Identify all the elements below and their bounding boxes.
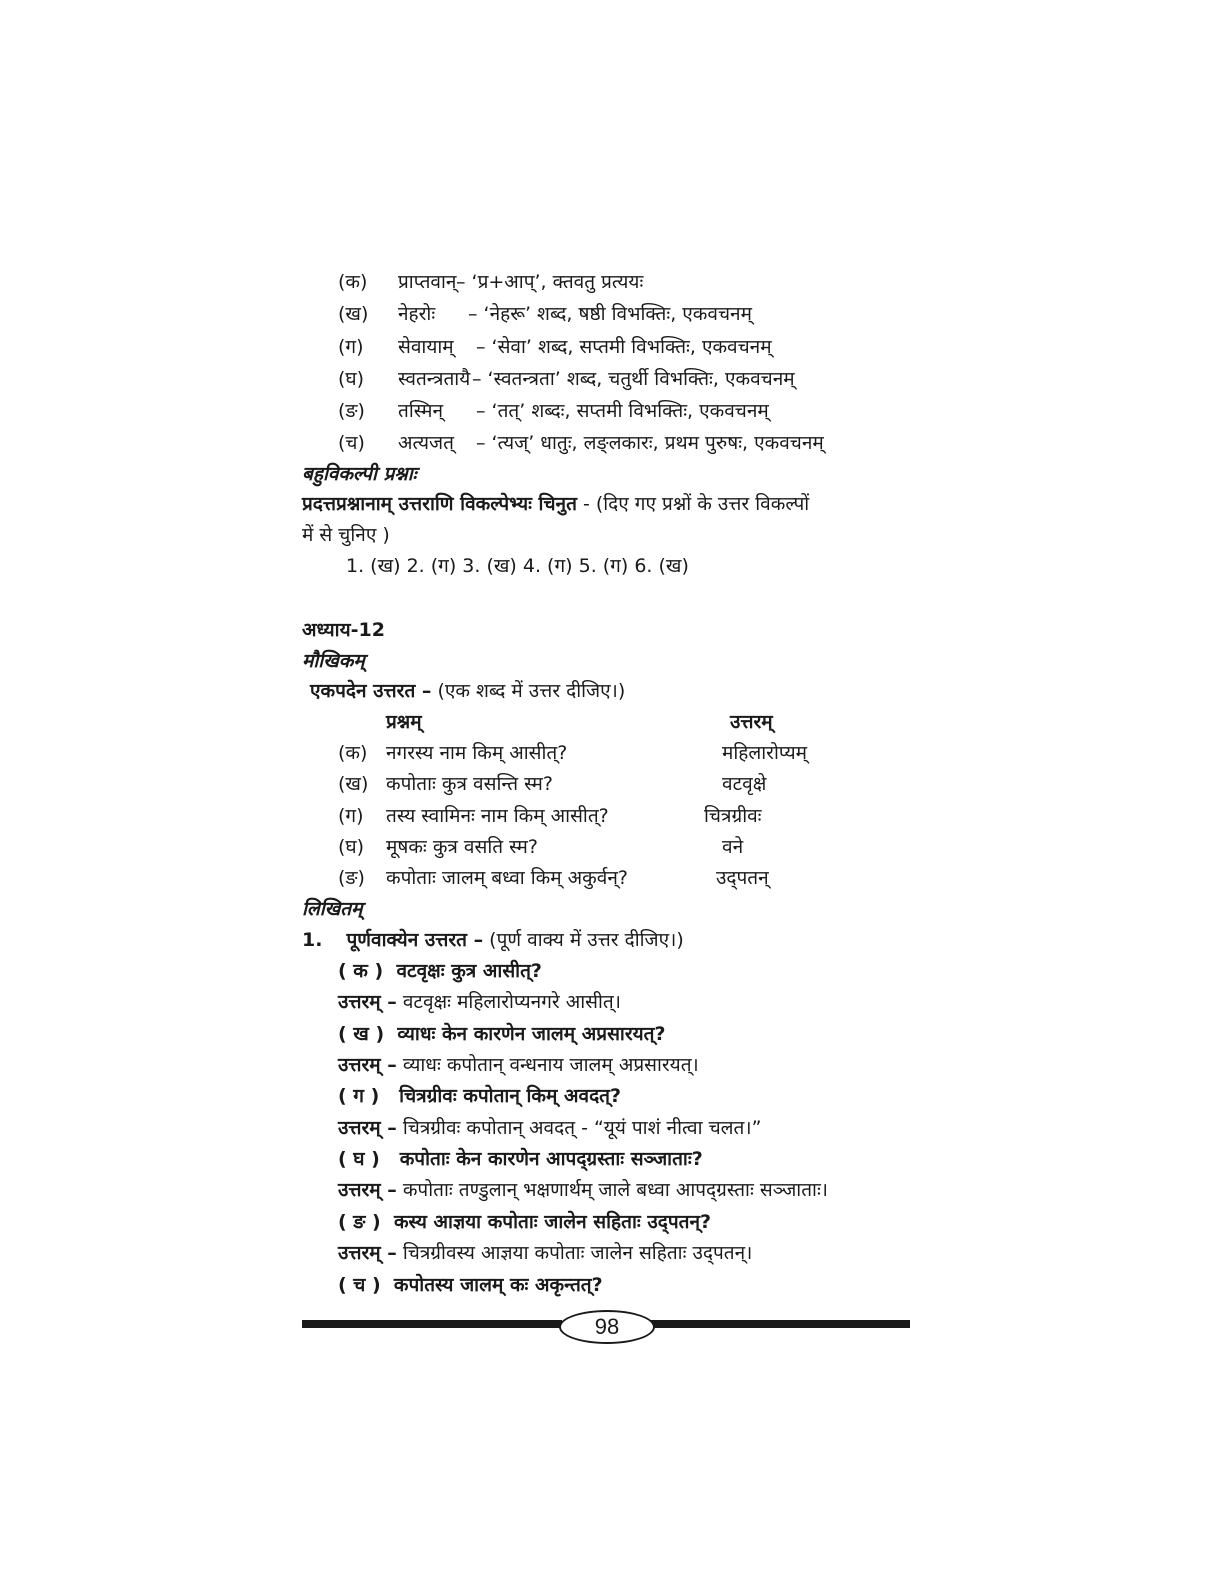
mcq-heading: बहुविकल्पी प्रश्नाः bbox=[302, 463, 417, 485]
written-question: ( ङ ) कस्य आज्ञया कपोताः जालेन सहिताः उद्पतन्? bbox=[338, 1211, 712, 1233]
footer-rule-right bbox=[648, 1320, 910, 1328]
chapter-title: अध्याय-12 bbox=[302, 619, 385, 641]
column-header-answer: उत्तरम् bbox=[730, 711, 773, 733]
written-question: ( क ) वटवृक्षः कुत्र आसीत्? bbox=[338, 960, 542, 982]
footer-rule-left bbox=[302, 1320, 562, 1328]
written-answer: उत्तरम् – चित्रग्रीवस्य आज्ञया कपोताः जालेन सहिताः उद्पतन्। bbox=[338, 1242, 753, 1264]
mcq-answers: 1. (ख) 2. (ग) 3. (ख) 4. (ग) 5. (ग) 6. (ख) bbox=[346, 555, 689, 577]
written-answer: उत्तरम् – कपोताः तण्डुलान् भक्षणार्थम् जाले बध्वा आपद्ग्रस्ताः सञ्जाताः। bbox=[338, 1179, 829, 1201]
written-heading: लिखितम् bbox=[302, 898, 363, 920]
written-answer: उत्तरम् – चित्रग्रीवः कपोतान् अवदत् - “यूयं पाशं नीत्वा चलत।” bbox=[338, 1117, 762, 1139]
column-header-question: प्रश्नम् bbox=[386, 711, 422, 733]
mcq-instruction: प्रदत्तप्रश्नानाम् उत्तराणि विकल्पेभ्यः चिनुत - (दिए गए प्रश्नों के उत्तर विकल्पों bbox=[302, 493, 810, 515]
written-answer: उत्तरम् – वटवृक्षः महिलारोप्यनगरे आसीत्। bbox=[338, 991, 621, 1013]
written-question: ( घ ) कपोताः केन कारणेन आपद्ग्रस्ताः सञ्जाताः? bbox=[338, 1148, 703, 1170]
written-question: ( ग ) चित्रग्रीवः कपोतान् किम् अवदत्? bbox=[338, 1085, 622, 1107]
written-question: ( ख ) व्याधः केन कारणेन जालम् अप्रसारयत्? bbox=[338, 1023, 666, 1045]
written-question-1: 1. पूर्णवाक्येन उत्तरत – (पूर्ण वाक्य में उत्तर दीजिए।) bbox=[302, 929, 684, 951]
mcq-instruction-line2: में से चुनिए ) bbox=[302, 524, 390, 546]
written-answer: उत्तरम् – व्याधः कपोतान् वन्धनाय जालम् अप्रसारयत्। bbox=[338, 1054, 699, 1076]
page-number: 98 bbox=[559, 1310, 655, 1344]
textbook-page: (क) प्राप्तवान् – ‘प्र+आप्’, क्तवतु प्रत्ययः (ख) नेहरोः – ‘नेहरू’ शब्द, षष्ठी विभक्तिः, एकवचनम् (ग) सेवायाम् – ‘सेवा’ शब्द, सप्तमी विभक्तिः, एकवचनम् (घ) स्वतन्त्रतायै – ‘स्वतन्त्रता’ शब्द, चतुर्थी विभक्तिः, एकवचनम् (ङ) तस्मिन् – ‘तत्’ शब्दः, सप्तमी विभक्तिः, एकवचनम् (च) अत्यजत् – ‘त्यज्’ धातुः, लङ्लकारः, प्रथम पुरुषः, एकवचनम् बहुविकल्पी प्रश्नाः प्रदत्तप्रश्नानाम् उत्तराणि विकल्पेभ्यः चिनुत - (दिए गए प्रश्नों के उत्तर विकल्पों में से चुनिए ) 1. (ख) 2. (ग) 3. (ख) 4. (ग) 5. (ग) 6. (ख) अध्याय-12 मौखिकम् एकपदेन उत्तरत – (एक शब्द में उत्तर दीजिए।) प्रश्नम् उत्तरम् (क) नगरस्य नाम किम् आसीत्? महिलारोप्यम् (ख) कपोताः कुत्र वसन्ति स्म? वटवृक्षे (ग) तस्य स्वामिनः नाम किम् आसीत्? चित्रग्रीवः (घ) मूषकः कुत्र वसति स्म? वने (ङ) कपोताः जालम् बध्वा किम् अकुर्वन्? उद्पतन् लिखितम् 1. पूर्णवाक्येन उत्तरत – (पूर्ण वाक्य में उत्तर दीजिए।) ( क ) वटवृक्षः कुत्र आसीत्? उत्तरम् – वटवृक्षः महिलारोप्यनगरे आसीत्। ( ख ) व्याधः केन कारणेन जालम् अप्रसारयत्? उत्तरम् – व्याधः कपोतान् वन्धनाय जालम् अप्रसारयत्। ( ग ) चित्रग्रीवः कपोतान् किम् अवदत्? उत्तरम् – चित्रग्रीवः कपोतान् अवदत् - “यूयं पाशं नीत्वा चलत।” ( घ ) कपोताः केन कारणेन आपद्ग्रस्ताः सञ्जाताः? उत्तरम् – कपोताः तण्डुलान् भक्षणार्थम् जाले बध्वा आपद्ग्रस्ताः सञ्जाताः। ( ङ ) कस्य आज्ञया कपोताः जालेन सहिताः उद्पतन्? उत्तरम् – चित्रग्रीवस्य आज्ञया कपोताः जालेन सहिताः उद्पतन्। ( च ) कपोतस्य जालम् कः अकृन्तत्? 98 bbox=[0, 0, 1224, 1584]
one-word-instruction: एकपदेन उत्तरत – (एक शब्द में उत्तर दीजिए।) bbox=[310, 680, 626, 702]
written-question: ( च ) कपोतस्य जालम् कः अकृन्तत्? bbox=[338, 1274, 603, 1296]
oral-heading: मौखिकम् bbox=[302, 650, 365, 672]
